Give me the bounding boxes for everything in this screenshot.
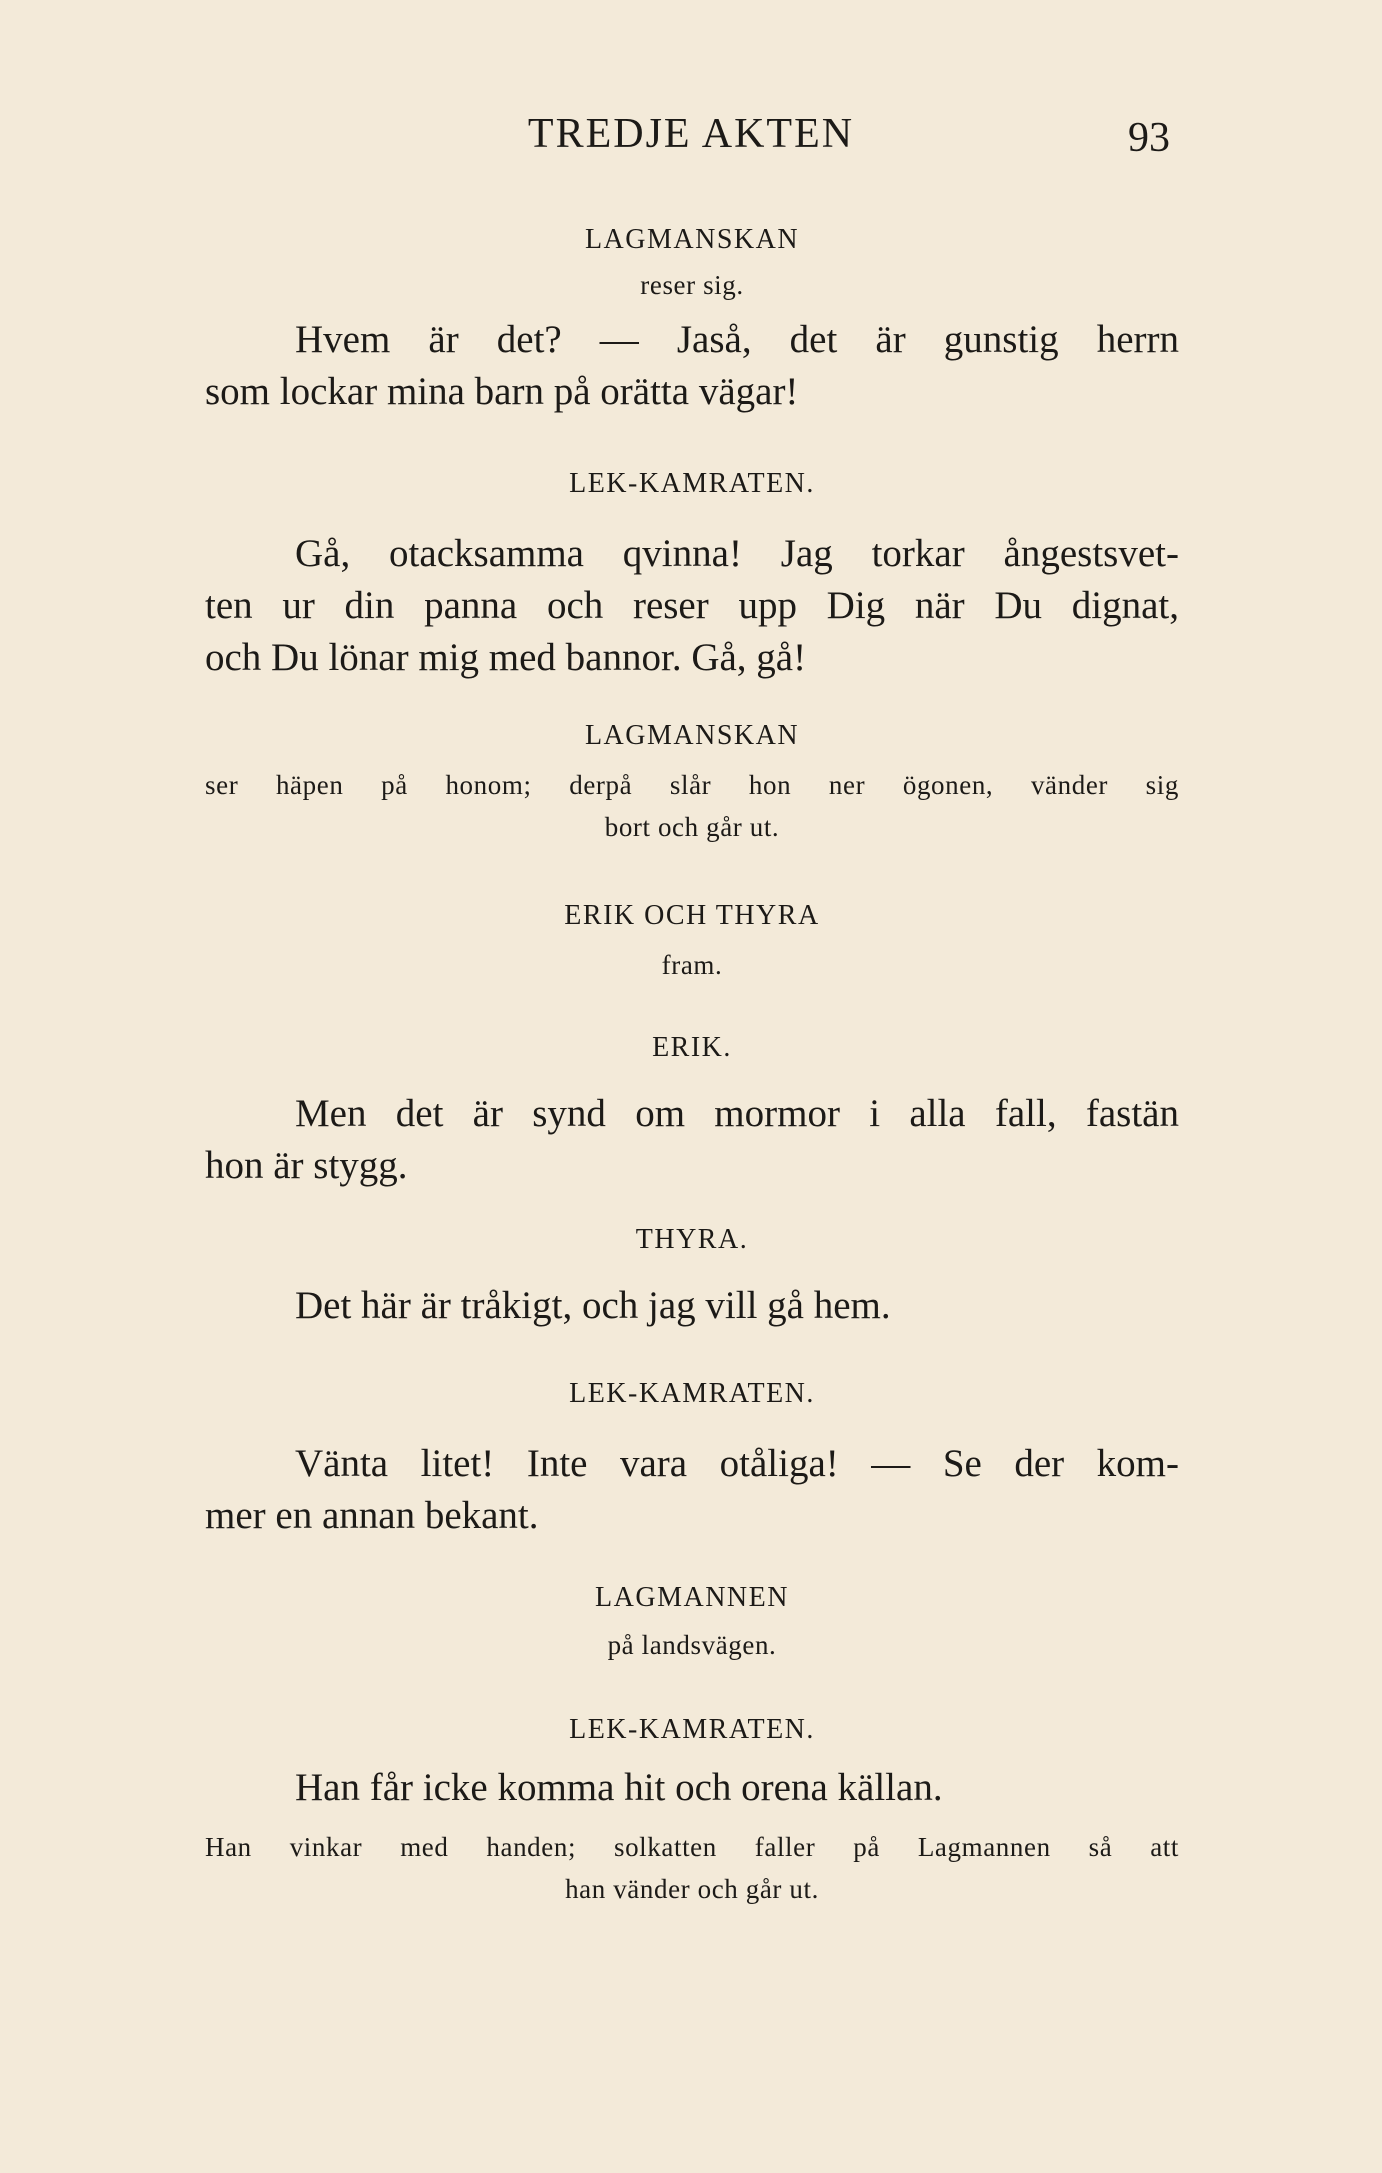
speech-line: Hvem är det? — Jaså, det är gunstig herrn: [295, 318, 1179, 361]
speaker-heading: THYRA.: [635, 1224, 749, 1255]
speech: [205, 1762, 1179, 1814]
stage-line: fram.: [661, 950, 723, 980]
speech-line: och Du lönar mig med bannor. Gå, gå!: [205, 636, 807, 679]
speech: [205, 1280, 1179, 1332]
speech-line: hon är stygg.: [205, 1144, 408, 1187]
speaker-heading: LAGMANSKAN: [584, 224, 800, 255]
page-number: 93: [1128, 115, 1170, 161]
stage-direction: [205, 1826, 1179, 1910]
speaker-heading: LAGMANSKAN: [584, 720, 800, 751]
stage-line: reser sig.: [640, 270, 744, 300]
speaker-heading: LEK-KAMRATEN.: [569, 468, 815, 499]
stage-line: bort och går ut.: [604, 812, 780, 842]
speech-line: Vänta litet! Inte vara otåliga! — Se der kom-: [295, 1442, 1179, 1485]
running-title: TREDJE AKTEN: [527, 111, 855, 157]
stage-line: på landsvägen.: [607, 1630, 777, 1660]
stage-direction: [205, 764, 1179, 848]
speaker-heading: LAGMANNEN: [595, 1582, 789, 1613]
speech-line: ten ur din panna och reser upp Dig när Du dignat,: [205, 584, 1179, 627]
speech: [205, 528, 1179, 684]
speech-line: Men det är synd om mormor i alla fall, fastän: [295, 1092, 1179, 1135]
stage-direction: [205, 944, 1179, 986]
speaker-heading: LEK-KAMRATEN.: [569, 1714, 815, 1745]
speech-line: Det här är tråkigt, och jag vill gå hem.: [295, 1284, 891, 1327]
stage-line: han vänder och går ut.: [565, 1874, 819, 1904]
stage-direction: [205, 1624, 1179, 1666]
stage-line: ser häpen på honom; derpå slår hon ner ögonen, vänder sig: [205, 770, 1179, 800]
speaker-heading: LEK-KAMRATEN.: [569, 1378, 815, 1409]
speech-line: Han får icke komma hit och orena källan.: [295, 1766, 943, 1809]
speech-line: mer en annan bekant.: [205, 1494, 539, 1537]
stage-line: Han vinkar med handen; solkatten faller på Lagmannen så att: [205, 1832, 1179, 1862]
speech: [205, 1438, 1179, 1542]
speech: [205, 1088, 1179, 1192]
speech-line: som lockar mina barn på orätta vägar!: [205, 370, 799, 413]
running-head: [0, 108, 1382, 168]
stage-direction: [205, 264, 1179, 306]
speech-line: Gå, otacksamma qvinna! Jag torkar ångestsvet-: [295, 532, 1179, 575]
speech: [205, 314, 1179, 418]
speaker-heading: ERIK.: [652, 1032, 732, 1063]
speaker-heading: ERIK OCH THYRA: [564, 900, 820, 931]
